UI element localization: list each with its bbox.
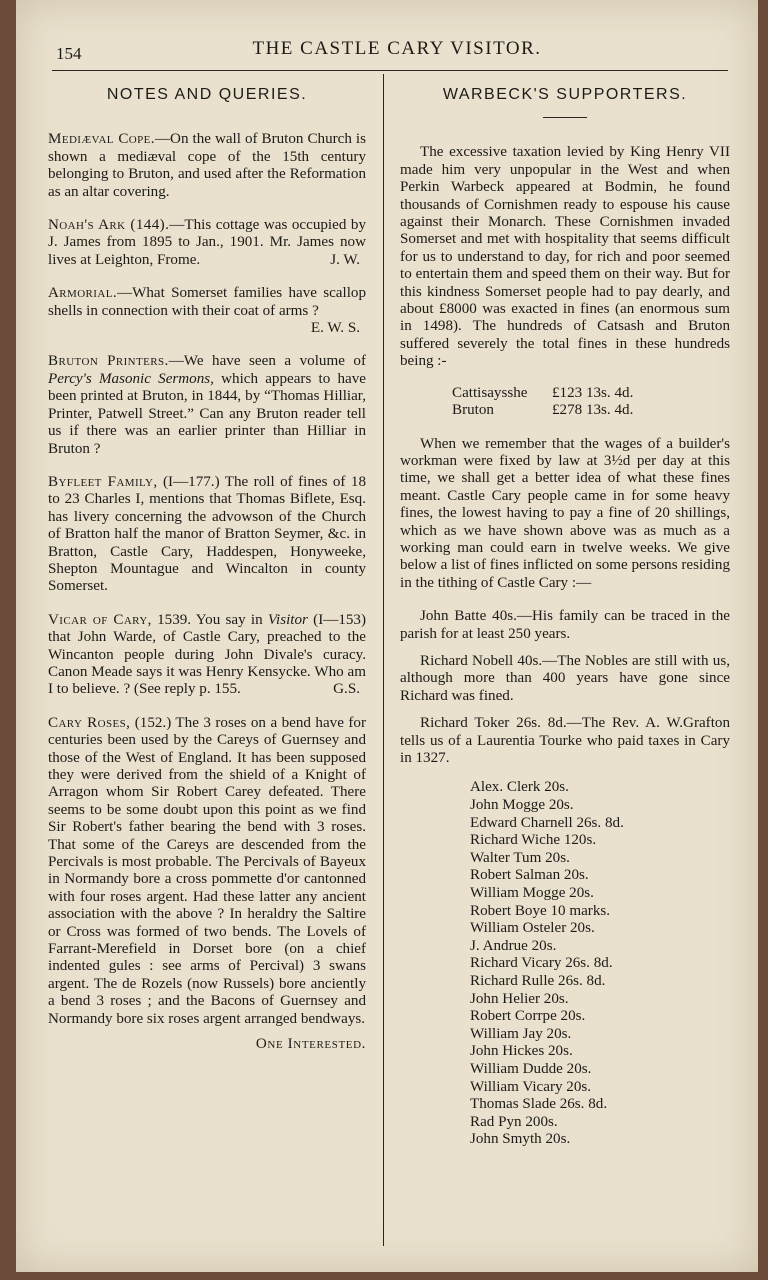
list-item: Walter Tum 20s. (470, 849, 570, 866)
fine-place: Bruton (452, 402, 494, 419)
header-rule (52, 70, 728, 71)
list-item: John Mogge 20s. (470, 797, 574, 813)
note-heading: Mediæval Cope. (48, 131, 155, 148)
note-body: (152.) The 3 roses on a bend have for centuries been used by the Careys of Guernsey and those of the West of England. It has been supposed they were derived from the shield of a Knight of Arragon whom Sir Robert Carey defeated. There seems to be some doubt upon this point as we find Sir Robert's father bearing the bend with 3 roses. That some of the Careys are descended from the Percivals is most probable. The Percivals of Bayeux in Normandy bore a cross pommette d'or cantonned with four roses argent. Had these latter any ancient association with the above ? In heraldry the Saltire or Cross was formed of two bends. The Lovels of Farrant-Merefield in Dorset bore (on a chief indented gules : see arms of Percival) 3 swans argent. The de Rozels (now Russels) bore anciently a bend 3 roses ; and the Bacons of Guernsey and Normandy bore six roses argent arranged bendways. (48, 714, 366, 1027)
book-title: Percy's Masonic Sermons (48, 370, 211, 387)
list-item: John Smyth 20s. (470, 1131, 571, 1148)
notes-and-queries-column (48, 82, 366, 1054)
note-heading: Armorial. (48, 285, 117, 302)
list-item: William Vicary 20s. (470, 1078, 592, 1095)
fine-amount: £278 13s. 4d. (552, 402, 634, 419)
note-byfleet-family (48, 474, 366, 596)
richard-toker-paragraph: Richard Toker 26s. 8d.—The Rev. A. W.Grafton tells us of a Laurentia Tourke who paid taxes in Cary in 1327. (400, 715, 730, 766)
note-heading: Cary Roses, (48, 714, 131, 731)
hundreds-fines-table (452, 385, 730, 420)
note-body: , which appears to have been printed at Bruton, in 1844, by “Thomas Hilliar, Printer, Patwell Street.” Can any Bruton reader tell us if there was an earlier printer than Hilliar in Bruton ? (48, 370, 366, 457)
note-body: —What Somerset families have scallop shells in connection with their coat of arms ? (48, 285, 366, 319)
note-body: —On the wall of Bruton Church is shown a mediæval cope of the 15th century belonging to Bruton, and used after the Reformation as an altar covering. (48, 131, 366, 200)
list-item: Richard Vicary 26s. 8d. (470, 955, 613, 972)
list-item: William Mogge 20s. (470, 884, 594, 901)
list-item: John Hickes 20s. (470, 1043, 573, 1060)
intro-paragraph: The excessive taxation levied by King Henry VII made him very unpopular in the West and when Perkin Warbeck appeared at Bodmin, he found thousands of Cornishmen ready to espouse his cause against their Monarch. These Cornishmen invaded Somerset and met with hospitality that seems difficult for us to understand to day, for rich and poor seemed to entertain them and speed them on their way. But for this kindness Somerset people had to pay dearly, and about £8000 was exacted in fines (an enormous sum in 1498). The hundreds of Catsash and Bruton suffered severely the total fines in these hundreds being :- (400, 144, 730, 370)
note-body: —This cottage was occupied by J. James from 1895 to Jan., 1901. Mr. James now lives at Leighton, Frome. (48, 217, 367, 268)
note-armorial (48, 285, 366, 337)
fine-row (452, 402, 730, 419)
note-heading: Byfleet Family, (48, 473, 158, 490)
note-signature: E. W. S. (310, 320, 360, 337)
running-head (56, 36, 738, 62)
title-rule (543, 117, 587, 118)
note-body-pre: —We have seen a volume of (168, 353, 366, 370)
list-item: Robert Boye 10 marks. (470, 902, 611, 919)
fine-row (452, 385, 730, 402)
list-item: William Osteler 20s. (470, 920, 595, 937)
journal-name: Visitor (267, 611, 308, 628)
warbecks-supporters-column (400, 82, 730, 1149)
section-title-warbeck: WARBECK'S SUPPORTERS. (442, 86, 688, 103)
column-divider (383, 74, 384, 1246)
list-item: Alex. Clerk 20s. (470, 779, 569, 796)
list-item: Rad Pyn 200s. (470, 1113, 558, 1130)
note-vicar-of-cary (48, 612, 366, 699)
fine-amount: £123 13s. 4d. (552, 384, 634, 401)
fines-list (470, 779, 730, 1148)
contributor-signature: One Interested. (255, 1036, 366, 1053)
list-item: William Jay 20s. (470, 1025, 572, 1042)
fine-place: Cattisaysshe (452, 384, 528, 401)
note-noahs-ark (48, 217, 366, 269)
note-body: (I—177.) The roll of fines of 18 to 23 Charles I, mentions that Thomas Biflete, Esq. has livery concerning the advowson of the Church of Bratton half the manor of Bratton Seymer, &c. in Bratton, Castle Cary, Haddespen, Honyweeke, Shepton Mountague and Wincalton in county Somerset. (48, 473, 366, 595)
list-item: Thomas Slade 26s. 8d. (470, 1096, 608, 1113)
note-signature: J. W. (330, 251, 360, 268)
list-item: Robert Salman 20s. (470, 867, 589, 884)
note-cary-roses (48, 715, 366, 1028)
note-heading: Vicar of Cary, (48, 611, 152, 628)
note-heading: Noah's Ark (144). (48, 217, 170, 234)
note-signature: G.S. (333, 681, 360, 698)
list-item: Edward Charnell 26s. 8d. (470, 814, 624, 831)
note-bruton-printers (48, 353, 366, 457)
note-medieval-cope (48, 131, 366, 201)
journal-title: THE CASTLE CARY VISITOR. (252, 38, 542, 59)
list-item: J. Andrue 20s. (470, 937, 557, 954)
section-title-notes: NOTES AND QUERIES. (106, 86, 308, 103)
list-item: Robert Corrpe 20s. (470, 1008, 586, 1025)
wages-paragraph: When we remember that the wages of a builder's workman were fixed by law at 3½d per day at this time, we shall get a better idea of what these fines meant. Castle Cary people came in for some heavy fines, the lowest having to pay a fine of 20 shillings, which as we have shown above was as much as a working man could earn in twelve weeks. We give below a list of fines inflicted on some persons residing in the tithing of Castle Cary :— (400, 435, 730, 591)
note-body: (I—153) that John Warde, of Castle Cary, preached to the Wincanton people during John Divale's curacy. Canon Meade says it was Henry Kensycke. Who am I to believe. ? (See reply p. 155. (48, 611, 366, 698)
note-heading: Bruton Printers. (48, 353, 169, 370)
page-number: 154 (56, 44, 82, 63)
list-item: John Helier 20s. (470, 990, 569, 1007)
note-body-pre: 1539. You say in (151, 611, 268, 628)
richard-nobell-paragraph: Richard Nobell 40s.—The Nobles are still with us, although more than 400 years have gone since Richard was fined. (400, 652, 730, 704)
list-item: William Dudde 20s. (470, 1060, 592, 1077)
list-item: Richard Wiche 120s. (470, 832, 597, 849)
list-item: Richard Rulle 26s. 8d. (470, 972, 606, 989)
john-batte-paragraph: John Batte 40s.—His family can be traced in the parish for at least 250 years. (400, 608, 730, 642)
